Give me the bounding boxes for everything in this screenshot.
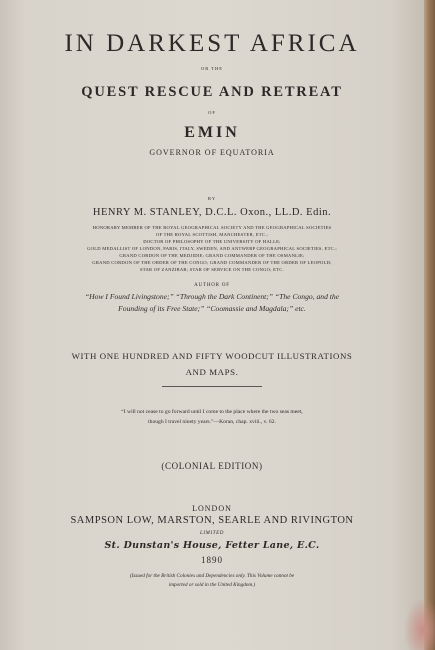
author-honour-line: GRAND CORDON OF THE ORDER OF THE CONGO; GRAND COMMANDER OF THE ORDER OF LEOPOLD; [92,260,332,265]
author-honour-line: STAR OF ZANZIBAR; STAR OF SERVICE ON THE CONGO; ETC. [139,267,285,272]
book-subtitle: QUEST RESCUE AND RETREAT [81,84,343,100]
divider-rule [162,386,262,387]
author-honour-line: OF THE ROYAL SCOTTISH, MANCHESTER, ETC.; [155,232,269,237]
author-honour-line: DOCTOR OF PHILOSOPHY OF THE UNIVERSITY OF HALLE; [143,239,281,244]
subject-name: EMIN [184,124,240,141]
distribution-notice: (Issued for the British Colonies and Dependencies only. This Volume cannot be [129,573,295,579]
author-honour-line: GRAND CORDON OF THE MEDJIDIE; GRAND COMMANDER OF THE OSMANLIE; [119,253,305,258]
author-name: HENRY M. STANLEY, D.C.L. Oxon., LL.D. Edin. [92,207,332,218]
publisher-name: SAMPSON LOW, MARSTON, SEARLE AND RIVINGTON [70,515,354,526]
book-title: IN DARKEST AFRICA [64,30,360,57]
connector-or-the: OR THE [200,66,224,71]
publication-year: 1890 [201,555,223,565]
author-honour-line: GOLD MEDALLIST OF LONDON, PARIS, ITALY, SWEDEN, AND ANTWERP GEOGRAPHICAL SOCIETIES, ETC.; [87,246,337,251]
author-honour-line: HONORARY MEMBER OF THE ROYAL GEOGRAPHICAL SOCIETY AND THE GEOGRAPHICAL SOCIETIES [92,225,332,230]
publisher-limited: LIMITED [200,531,224,536]
epigraph-line: “I will not cease to go forward until I come to the place where the two seas meet, [121,409,303,415]
edition-label: (COLONIAL EDITION) [161,461,263,471]
epigraph-line: though I travel ninety years.”—Koran, chap. xviii., v. 62. [148,419,276,425]
distribution-notice: imported or sold in the United Kingdom.) [168,582,256,588]
illustrations-note: AND MAPS. [185,367,239,377]
subject-title: GOVERNOR OF EQUATORIA [149,148,275,157]
connector-of: OF [208,110,216,115]
illustrations-note: WITH ONE HUNDRED AND FIFTY WOODCUT ILLUSTRATIONS [71,351,353,361]
page-edge [424,0,435,650]
previous-works-line: Founding of its Free State;” “Coomassie and Magdala;” etc. [118,304,306,313]
author-of-heading: AUTHOR OF [194,283,230,288]
by-line: BY [207,196,217,201]
imprint-city: LONDON [192,504,232,513]
page-stain [405,600,435,650]
publisher-address: St. Dunstan's House, Fetter Lane, E.C. [104,540,320,551]
previous-works-line: “How I Found Livingstone;” “Through the Dark Continent;” “The Congo, and the [84,292,340,301]
